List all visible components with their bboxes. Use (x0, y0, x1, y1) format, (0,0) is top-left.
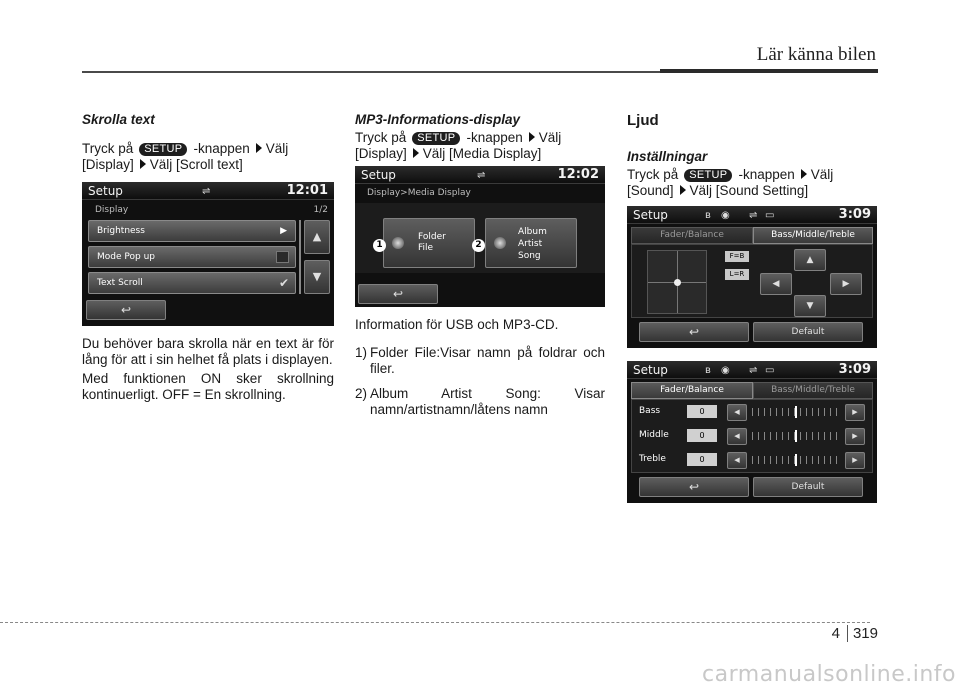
step-text: -knappen (193, 141, 250, 156)
screen-clock: 3:09 (838, 207, 871, 222)
screen-display-menu (82, 182, 334, 326)
step-text: [Sound] (627, 183, 674, 198)
screen-title: Setup (633, 363, 668, 377)
screen-clock: 12:02 (557, 167, 599, 182)
option-folder-file[interactable] (383, 218, 475, 268)
triangle-up-icon: ▲ (312, 230, 322, 243)
balance-left-button[interactable] (760, 273, 792, 295)
eq-label-bass: Bass (639, 406, 661, 416)
scroll-text-description (82, 336, 334, 406)
battery-icon: ▭ (765, 210, 775, 221)
fader-value-label: F=B (725, 251, 749, 262)
screen-fader-balance (627, 206, 877, 348)
setup-badge: SETUP (139, 143, 187, 156)
screen-breadcrumb: Display>Media Display (367, 188, 471, 198)
scrollbar[interactable] (299, 220, 301, 294)
step-text: Tryck på (355, 130, 407, 145)
battery-icon: ▭ (765, 365, 775, 376)
bluetooth-icon: ʙ (705, 210, 711, 221)
eq-value-treble: 0 (687, 453, 717, 466)
option-album-artist-song[interactable] (485, 218, 577, 268)
radio-icon (494, 237, 506, 249)
scroll-down-button[interactable] (304, 260, 330, 294)
back-button[interactable] (639, 477, 749, 497)
tab-bass-middle-treble[interactable]: Bass/Middle/Treble (753, 382, 873, 399)
chapter-number: 4 (832, 625, 848, 642)
triangle-left-icon: ◀ (734, 408, 740, 416)
menu-item-text-scroll[interactable] (88, 272, 296, 294)
step-text: Välj (265, 141, 289, 156)
screen-title: Setup (361, 168, 396, 182)
treble-slider[interactable] (752, 456, 840, 464)
watermark: carmanualsonline.info (702, 662, 956, 687)
screen-bass-middle-treble (627, 361, 877, 503)
balance-point-icon (674, 279, 681, 286)
usb-icon: ⇌ (202, 186, 211, 197)
triangle-down-icon: ▼ (806, 301, 814, 311)
setup-badge: SETUP (684, 169, 732, 182)
triangle-right-icon: ▶ (852, 432, 858, 440)
paragraph: Information för USB och MP3-CD. (355, 317, 559, 332)
page-number-value: 319 (852, 625, 878, 642)
triangle-left-icon: ◀ (734, 456, 740, 464)
triangle-down-icon: ▼ (312, 270, 322, 283)
callout-marker-2: 2 (472, 239, 485, 252)
steps-scroll-text (82, 141, 334, 173)
step-text: Tryck på (82, 141, 134, 156)
back-arrow-icon: ↩ (688, 325, 700, 339)
menu-item-label: Mode Pop up (97, 252, 155, 262)
fader-down-button[interactable] (794, 295, 826, 317)
screen-title: Setup (88, 184, 123, 198)
slider-thumb (795, 430, 797, 442)
step-text: Välj (810, 167, 834, 182)
radio-icon (392, 237, 404, 249)
list-item: 2) Album Artist Song: Visar namn/artistnamn/låtens namn (355, 386, 605, 417)
fader-up-button[interactable] (794, 249, 826, 271)
menu-item-mode-pop-up[interactable] (88, 246, 296, 268)
screen-media-display (355, 166, 605, 307)
seat-balance-grid[interactable] (647, 250, 707, 314)
eq-value-middle: 0 (687, 429, 717, 442)
mp3-items-list (355, 345, 605, 418)
eq-label-middle: Middle (639, 430, 669, 440)
eq-value-bass: 0 (687, 405, 717, 418)
scroll-up-button[interactable] (304, 220, 330, 254)
heading-mp3-display: MP3-Informations-display (355, 112, 521, 127)
step-text: -knappen (466, 130, 523, 145)
option-line: Folder (418, 232, 446, 242)
column-mp3-display (355, 112, 605, 162)
option-line: File (418, 243, 434, 253)
balance-value-label: L=R (725, 269, 749, 280)
arrow-right-icon (529, 132, 535, 142)
menu-item-brightness[interactable] (88, 220, 296, 242)
tab-bass-middle-treble[interactable]: Bass/Middle/Treble (753, 227, 873, 244)
arrow-right-icon (680, 185, 686, 195)
paragraph: Du behöver bara skrolla när en text är för lång för att i sin helhet få plats i displayen. (82, 336, 334, 367)
step-text: Välj [Media Display] (422, 146, 542, 161)
arrow-right-icon (801, 169, 807, 179)
checkbox-unchecked-icon (276, 251, 289, 263)
step-text: [Display] (355, 146, 407, 161)
steps-sound (627, 167, 879, 199)
triangle-up-icon: ▲ (806, 255, 814, 265)
screen-title: Setup (633, 208, 668, 222)
triangle-right-icon: ▶ (852, 456, 858, 464)
triangle-right-icon: ▶ (852, 408, 858, 416)
balance-right-button[interactable] (830, 273, 862, 295)
disc-icon: ◉ (721, 210, 730, 221)
usb-icon: ⇌ (477, 170, 486, 181)
middle-slider[interactable] (752, 432, 840, 440)
step-text: Välj (538, 130, 562, 145)
page-header-title: Lär känna bilen (756, 44, 876, 65)
setup-badge: SETUP (412, 132, 460, 145)
triangle-left-icon: ◀ (734, 432, 740, 440)
default-button[interactable]: Default (753, 322, 863, 342)
column-sound (627, 112, 879, 199)
back-arrow-icon: ↩ (392, 287, 404, 301)
paragraph: Med funktionen ON sker skrollning kontinuerligt. OFF = En skrollning. (82, 371, 334, 402)
back-button[interactable] (358, 284, 438, 304)
callout-marker-1: 1 (373, 239, 386, 252)
heading-settings: Inställningar (627, 149, 708, 164)
default-button[interactable]: Default (753, 477, 863, 497)
step-text: [Display] (82, 157, 134, 172)
arrow-right-icon (256, 143, 262, 153)
menu-item-label: Brightness (97, 226, 145, 236)
back-button[interactable] (639, 322, 749, 342)
tab-fader-balance[interactable]: Fader/Balance (631, 227, 753, 244)
treble-decrease-button[interactable] (727, 452, 747, 469)
step-text: Välj [Sound Setting] (689, 183, 809, 198)
back-arrow-icon: ↩ (688, 480, 700, 494)
tab-fader-balance[interactable]: Fader/Balance (631, 382, 753, 399)
step-text: Tryck på (627, 167, 679, 182)
step-text: Välj [Scroll text] (149, 157, 243, 172)
treble-increase-button[interactable] (845, 452, 865, 469)
list-item: 1) Folder File:Visar namn på foldrar och filer. (355, 345, 605, 376)
bass-decrease-button[interactable] (727, 404, 747, 421)
heading-scroll-text: Skrolla text (82, 112, 155, 127)
screen-breadcrumb: Display (95, 205, 129, 215)
slider-thumb (795, 406, 797, 418)
arrow-right-icon (140, 159, 146, 169)
triangle-right-icon: ▶ (842, 279, 850, 289)
usb-icon: ⇌ (749, 365, 758, 376)
steps-mp3-display (355, 130, 605, 162)
menu-item-label: Text Scroll (97, 278, 143, 288)
column-scroll-text (82, 112, 334, 173)
back-arrow-icon: ↩ (120, 303, 132, 317)
usb-icon: ⇌ (749, 210, 758, 221)
screen-clock: 12:01 (286, 183, 328, 198)
bass-increase-button[interactable] (845, 404, 865, 421)
eq-label-treble: Treble (639, 454, 666, 464)
play-arrow-icon: ▶ (280, 226, 287, 236)
bluetooth-icon: ʙ (705, 365, 711, 376)
option-line: Artist (518, 239, 543, 249)
bass-slider[interactable] (752, 408, 840, 416)
option-line: Album (518, 227, 547, 237)
slider-thumb (795, 454, 797, 466)
screen-clock: 3:09 (838, 362, 871, 377)
footer-rule (0, 622, 870, 623)
heading-sound: Ljud (627, 112, 659, 129)
middle-decrease-button[interactable] (727, 428, 747, 445)
middle-increase-button[interactable] (845, 428, 865, 445)
disc-icon: ◉ (721, 365, 730, 376)
mp3-description (355, 317, 605, 427)
option-line: Song (518, 251, 541, 261)
checkmark-icon: ✔ (278, 276, 289, 290)
step-text: -knappen (738, 167, 795, 182)
header-rule (82, 71, 878, 73)
back-button[interactable] (86, 300, 166, 320)
triangle-left-icon: ◀ (772, 279, 780, 289)
arrow-right-icon (413, 148, 419, 158)
page-number (832, 625, 878, 642)
page-indicator: 1/2 (313, 205, 328, 215)
